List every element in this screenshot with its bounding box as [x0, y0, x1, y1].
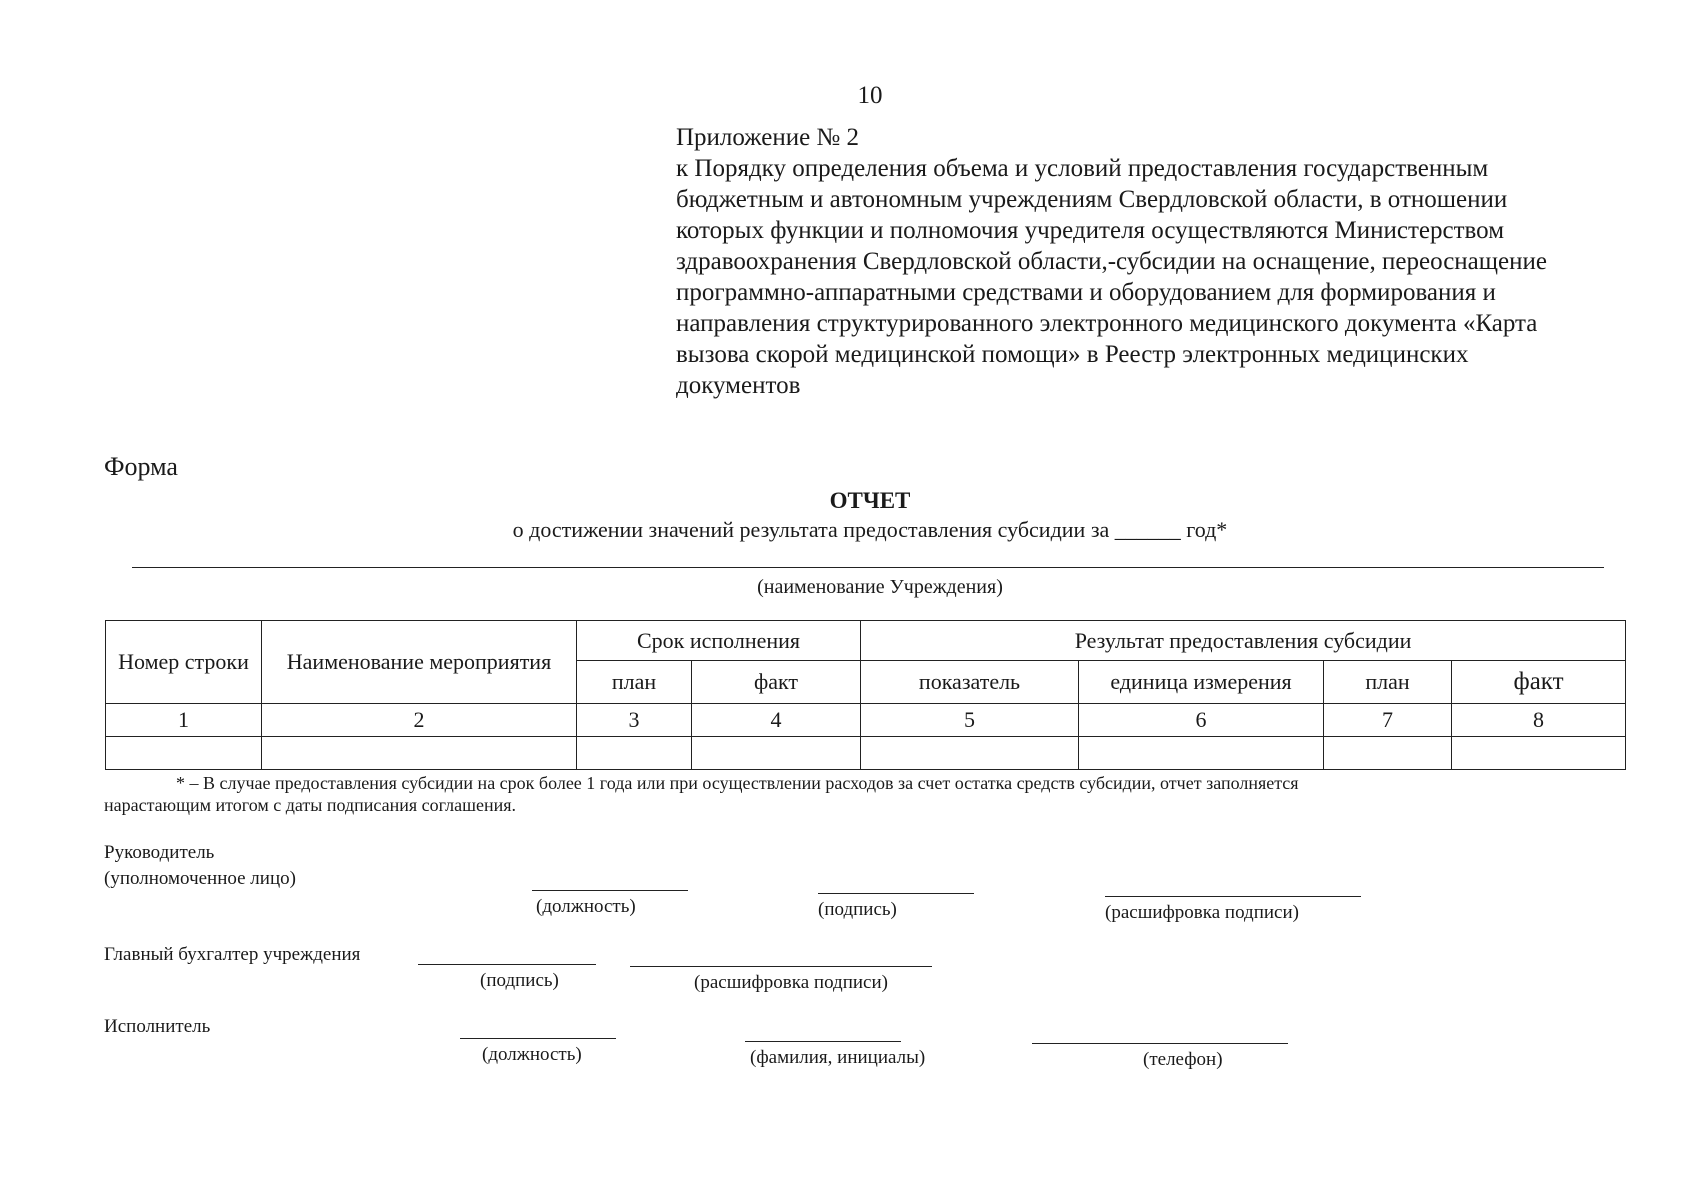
chief-accountant-decoding-line[interactable]	[630, 966, 932, 967]
appendix-line: которых функции и полномочия учредителя осуществляются Министерством	[676, 217, 1505, 244]
header-event-name: Наименование мероприятия	[262, 621, 577, 704]
table-cell[interactable]	[1452, 737, 1626, 770]
head-label-sub: (уполномоченное лицо)	[104, 868, 296, 889]
footnote-line: нарастающим итогом с даты подписания соглашения.	[104, 795, 516, 815]
header-row-number: Номер строки	[106, 621, 262, 704]
appendix-line: к Порядку определения объема и условий предоставления государственным	[676, 155, 1489, 182]
chief-accountant-label: Главный бухгалтер учреждения	[104, 944, 361, 965]
column-number-row	[106, 704, 1626, 737]
appendix-line: бюджетным и автономным учреждениям Свердловской области, в отношении	[676, 186, 1508, 213]
column-number: 2	[262, 704, 577, 737]
table-cell[interactable]	[106, 737, 262, 770]
column-number: 1	[106, 704, 262, 737]
header-unit: единица измерения	[1079, 661, 1324, 704]
report-title: ОТЧЕТ	[829, 488, 911, 513]
chief-accountant-signature-line[interactable]	[418, 964, 596, 965]
appendix-line: вызова скорой медицинской помощи» в Реестр электронных медицинских	[676, 341, 1469, 368]
head-decoding-line[interactable]	[1105, 896, 1361, 897]
column-number: 7	[1324, 704, 1452, 737]
head-signature-caption: (подпись)	[818, 899, 897, 920]
appendix-line: программно-аппаратными средствами и оборудованием для формирования и	[676, 279, 1496, 306]
footnote	[104, 772, 1624, 816]
header-result-plan: план	[1324, 661, 1452, 704]
table-header-row	[106, 621, 1626, 661]
institution-name-line[interactable]	[132, 567, 1604, 568]
head-position-line[interactable]	[532, 890, 688, 891]
appendix-title: Приложение № 2	[676, 124, 860, 151]
head-position-caption: (должность)	[536, 896, 636, 917]
header-result-fact: факт	[1452, 661, 1626, 704]
header-deadline-fact: факт	[692, 661, 861, 704]
column-number: 3	[577, 704, 692, 737]
form-label: Форма	[104, 452, 178, 481]
executor-position-caption: (должность)	[482, 1044, 582, 1065]
report-table	[105, 620, 1626, 770]
chief-accountant-signature-caption: (подпись)	[480, 970, 559, 991]
executor-label: Исполнитель	[104, 1016, 211, 1037]
appendix-line: документов	[676, 372, 801, 399]
table-cell[interactable]	[1324, 737, 1452, 770]
head-signature-line[interactable]	[818, 893, 974, 894]
column-number: 8	[1452, 704, 1626, 737]
header-result-group: Результат предоставления субсидии	[861, 621, 1626, 661]
header-deadline-plan: план	[577, 661, 692, 704]
header-deadline-group: Срок исполнения	[577, 621, 861, 661]
head-label: Руководитель	[104, 842, 215, 863]
table-cell[interactable]	[1079, 737, 1324, 770]
executor-phone-caption: (телефон)	[1143, 1049, 1223, 1070]
column-number: 5	[861, 704, 1079, 737]
head-decoding-caption: (расшифровка подписи)	[1105, 902, 1299, 923]
report-subtitle: о достижении значений результата предоставления субсидии за ______ год*	[512, 517, 1228, 542]
executor-name-line[interactable]	[745, 1041, 901, 1042]
column-number: 4	[692, 704, 861, 737]
appendix-header	[676, 122, 1676, 401]
header-indicator: показатель	[861, 661, 1079, 704]
appendix-line: здравоохранения Свердловской области,-субсидии на оснащение, переоснащение	[676, 248, 1547, 275]
page-number: 10	[857, 82, 883, 109]
column-number: 6	[1079, 704, 1324, 737]
executor-position-line[interactable]	[460, 1038, 616, 1039]
footnote-line: * – В случае предоставления субсидии на срок более 1 года или при осуществлении расходов за счет остатка средств субсидии, отчет заполняется	[176, 773, 1299, 793]
table-cell[interactable]	[577, 737, 692, 770]
table-row[interactable]	[106, 737, 1626, 770]
table-cell[interactable]	[861, 737, 1079, 770]
chief-accountant-decoding-caption: (расшифровка подписи)	[694, 972, 888, 993]
table-cell[interactable]	[692, 737, 861, 770]
executor-name-caption: (фамилия, инициалы)	[750, 1047, 926, 1068]
table-cell[interactable]	[262, 737, 577, 770]
executor-phone-line[interactable]	[1032, 1043, 1288, 1044]
appendix-line: направления структурированного электронного медицинского документа «Карта	[676, 310, 1538, 337]
institution-caption: (наименование Учреждения)	[757, 576, 1003, 598]
